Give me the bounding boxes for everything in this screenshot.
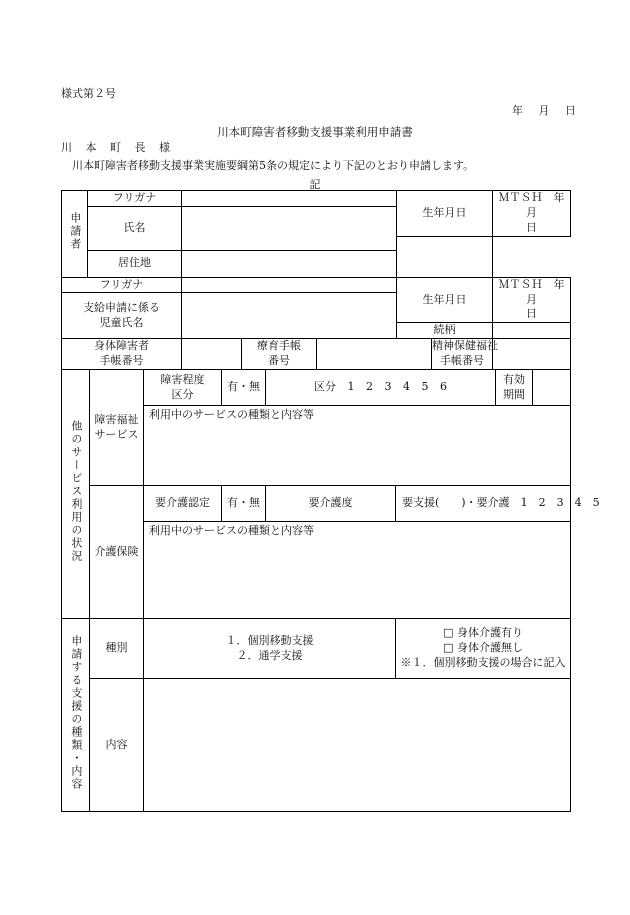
support-note: ※１．個別移動支援の場合に記入: [400, 655, 566, 669]
applicant-name-field[interactable]: [182, 206, 397, 250]
applicant-furigana-field[interactable]: [182, 191, 397, 207]
support-section-label: 申請する支援の種類・内容: [62, 619, 90, 812]
child-birth-label: 生年月日: [397, 277, 493, 323]
care-level-options[interactable]: 要支援( )・要介護 1 2 3 4 5: [396, 486, 571, 522]
ryoiku-handbook-label: 療育手帳 番号: [242, 339, 317, 370]
applicant-address-field[interactable]: [182, 250, 397, 277]
care-yes-no[interactable]: 有・無: [222, 486, 266, 522]
child-relation-label: 続柄: [397, 323, 493, 339]
body-care-no-checkbox[interactable]: □ 身体介護無し: [443, 641, 523, 655]
services-table: [61, 369, 600, 812]
applicant-table: [61, 190, 576, 370]
applicant-address-label: 居住地: [88, 250, 182, 277]
date-line: 年 月 日: [512, 104, 576, 117]
intro-text: 川本町障害者移動支援事業実施要綱第5条の規定により下記のとおり申請します。: [72, 159, 475, 172]
document-title: 川本町障害者移動支援事業利用申請書: [217, 125, 413, 139]
addressee: 川 本 町 長 様: [61, 141, 175, 154]
physical-handbook-label: 身体障害者 手帳番号: [62, 339, 182, 370]
child-furigana-field[interactable]: [182, 277, 397, 293]
support-care-checks[interactable]: [396, 619, 571, 679]
care-level-label: 要介護度: [266, 486, 396, 522]
care-cert-label: 要介護認定: [144, 486, 222, 522]
support-content-field[interactable]: [144, 679, 571, 812]
physical-handbook-field[interactable]: [182, 339, 242, 370]
body-care-yes-checkbox[interactable]: □ 身体介護有り: [443, 626, 523, 640]
mental-handbook-label: 精神保健福祉 手帳番号: [432, 339, 493, 370]
care-usage-field[interactable]: 利用中のサービスの種類と内容等: [144, 522, 571, 619]
support-type-options[interactable]: １．個別移動支援 ２．通学支援: [144, 619, 396, 679]
valid-period-label: 有効 期間: [496, 370, 533, 406]
disability-kubun-options[interactable]: 区分 1 2 3 4 5 6: [266, 370, 496, 406]
mental-handbook-field[interactable]: [493, 339, 571, 370]
disability-yes-no[interactable]: 有・無: [222, 370, 266, 406]
applicant-name-label: 氏名: [88, 206, 182, 250]
valid-period-field[interactable]: [533, 370, 571, 406]
support-type-label: 種別: [90, 619, 144, 679]
child-birth-field[interactable]: ＭＴＳＨ 年 月 日: [493, 277, 571, 323]
ki-heading: 記: [309, 178, 321, 191]
ryoiku-handbook-field[interactable]: [317, 339, 432, 370]
applicant-furigana-label: フリガナ: [88, 191, 182, 207]
applicant-empty-right: [397, 236, 493, 277]
applicant-birth-field[interactable]: ＭＴＳＨ 年 月 日: [493, 191, 571, 237]
form-number: 様式第２号: [61, 87, 116, 100]
child-name-label: 支給申請に係る 児童氏名: [62, 293, 182, 339]
support-content-label: 内容: [90, 679, 144, 812]
welfare-usage-field[interactable]: 利用中のサービスの種類と内容等: [144, 406, 571, 486]
child-name-field[interactable]: [182, 293, 397, 339]
child-furigana-label: フリガナ: [62, 277, 182, 293]
disability-level-label: 障害程度 区分: [144, 370, 222, 406]
child-relation-field[interactable]: [493, 323, 571, 339]
services-section-label: 他のサービス利用の状況: [62, 370, 90, 619]
care-insurance-label: 介護保険: [90, 486, 144, 619]
applicant-section-label: 申請者: [62, 191, 88, 278]
applicant-birth-label: 生年月日: [397, 191, 493, 237]
welfare-service-label: 障害福祉 サービス: [90, 370, 144, 486]
